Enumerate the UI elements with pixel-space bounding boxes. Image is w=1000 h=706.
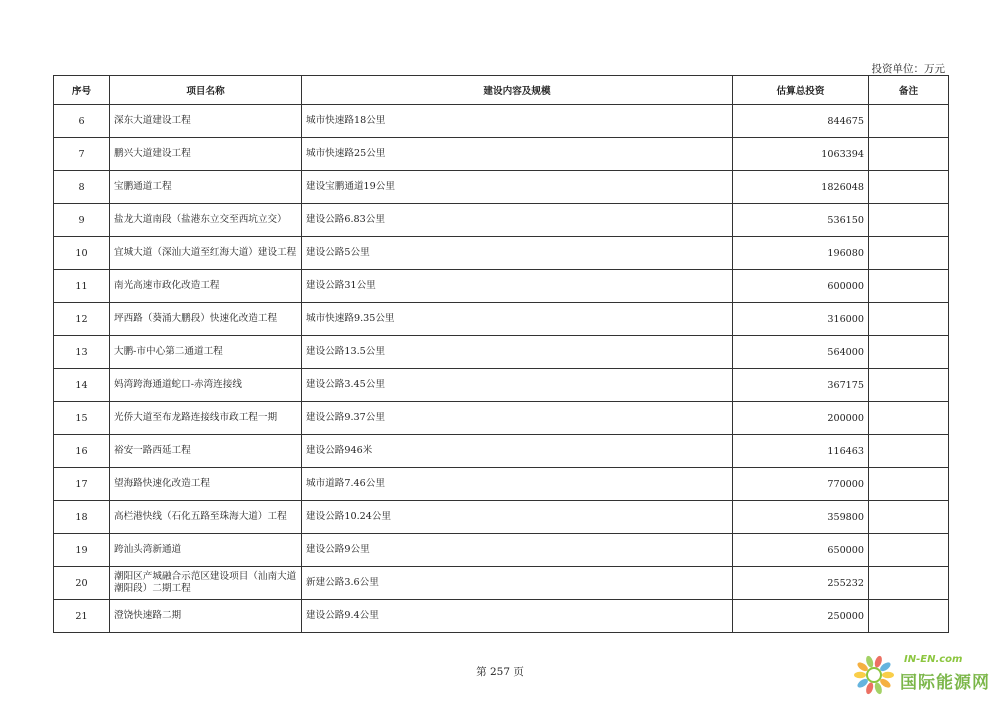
row-estimated-investment: 770000 <box>733 468 869 501</box>
row-construction-content: 建设公路5公里 <box>302 237 733 270</box>
row-serial-no: 15 <box>54 402 110 435</box>
row-remarks <box>869 138 949 171</box>
row-remarks <box>869 567 949 600</box>
row-serial-no: 21 <box>54 600 110 633</box>
row-estimated-investment: 200000 <box>733 402 869 435</box>
row-construction-content: 城市快速路9.35公里 <box>302 303 733 336</box>
table-row <box>54 534 949 567</box>
table-row <box>54 237 949 270</box>
table-row <box>54 369 949 402</box>
row-project-name: 深东大道建设工程 <box>110 105 302 138</box>
row-remarks <box>869 270 949 303</box>
row-serial-no: 19 <box>54 534 110 567</box>
row-project-name: 坪西路（葵涌大鹏段）快速化改造工程 <box>110 303 302 336</box>
row-remarks <box>869 204 949 237</box>
row-serial-no: 7 <box>54 138 110 171</box>
row-project-name: 光侨大道至布龙路连接线市政工程一期 <box>110 402 302 435</box>
table-row <box>54 303 949 336</box>
logo-ray <box>882 672 894 678</box>
row-remarks <box>869 105 949 138</box>
row-serial-no: 13 <box>54 336 110 369</box>
header-project-name: 项目名称 <box>110 76 302 105</box>
sun-logo-icon <box>850 652 898 698</box>
row-construction-content: 建设公路10.24公里 <box>302 501 733 534</box>
row-construction-content: 城市快速路18公里 <box>302 105 733 138</box>
row-construction-content: 城市快速路25公里 <box>302 138 733 171</box>
row-construction-content: 建设公路13.5公里 <box>302 336 733 369</box>
table-row <box>54 336 949 369</box>
row-construction-content: 建设公路9公里 <box>302 534 733 567</box>
row-estimated-investment: 359800 <box>733 501 869 534</box>
table-row <box>54 600 949 633</box>
row-remarks <box>869 237 949 270</box>
row-serial-no: 18 <box>54 501 110 534</box>
row-project-name: 裕安一路西延工程 <box>110 435 302 468</box>
row-serial-no: 20 <box>54 567 110 600</box>
table-row <box>54 270 949 303</box>
row-project-name: 妈湾跨海通道蛇口-赤湾连接线 <box>110 369 302 402</box>
row-construction-content: 建设宝鹏通道19公里 <box>302 171 733 204</box>
row-remarks <box>869 468 949 501</box>
row-project-name: 南光高速市政化改造工程 <box>110 270 302 303</box>
table-row <box>54 435 949 468</box>
row-construction-content: 建设公路9.37公里 <box>302 402 733 435</box>
table-row <box>54 402 949 435</box>
row-estimated-investment: 116463 <box>733 435 869 468</box>
header-remarks: 备注 <box>869 76 949 105</box>
table-row <box>54 567 949 600</box>
row-serial-no: 11 <box>54 270 110 303</box>
row-estimated-investment: 250000 <box>733 600 869 633</box>
row-estimated-investment: 600000 <box>733 270 869 303</box>
row-serial-no: 9 <box>54 204 110 237</box>
table-row <box>54 468 949 501</box>
row-remarks <box>869 402 949 435</box>
header-estimated-investment: 估算总投资 <box>733 76 869 105</box>
row-estimated-investment: 650000 <box>733 534 869 567</box>
row-serial-no: 6 <box>54 105 110 138</box>
row-remarks <box>869 501 949 534</box>
row-estimated-investment: 255232 <box>733 567 869 600</box>
row-project-name: 鹏兴大道建设工程 <box>110 138 302 171</box>
row-construction-content: 城市道路7.46公里 <box>302 468 733 501</box>
row-serial-no: 12 <box>54 303 110 336</box>
row-estimated-investment: 1826048 <box>733 171 869 204</box>
row-serial-no: 16 <box>54 435 110 468</box>
row-project-name: 宜城大道（深汕大道至红海大道）建设工程 <box>110 237 302 270</box>
row-project-name: 宝鹏通道工程 <box>110 171 302 204</box>
row-remarks <box>869 171 949 204</box>
row-estimated-investment: 367175 <box>733 369 869 402</box>
table-row <box>54 138 949 171</box>
table-header-row <box>54 76 949 105</box>
row-construction-content: 建设公路9.4公里 <box>302 600 733 633</box>
row-remarks <box>869 336 949 369</box>
table-row <box>54 105 949 138</box>
row-estimated-investment: 564000 <box>733 336 869 369</box>
row-estimated-investment: 844675 <box>733 105 869 138</box>
row-serial-no: 10 <box>54 237 110 270</box>
row-estimated-investment: 316000 <box>733 303 869 336</box>
investment-unit-label: 投资单位：万元 <box>871 63 945 75</box>
row-project-name: 盐龙大道南段（盐港东立交至西坑立交） <box>110 204 302 237</box>
row-project-name: 大鹏-市中心第二通道工程 <box>110 336 302 369</box>
row-project-name: 望海路快速化改造工程 <box>110 468 302 501</box>
row-remarks <box>869 600 949 633</box>
row-remarks <box>869 435 949 468</box>
row-serial-no: 17 <box>54 468 110 501</box>
row-construction-content: 建设公路946米 <box>302 435 733 468</box>
logo-en-text: IN-EN.com <box>904 654 963 665</box>
row-construction-content: 建设公路31公里 <box>302 270 733 303</box>
row-construction-content: 建设公路6.83公里 <box>302 204 733 237</box>
row-project-name: 跨汕头湾新通道 <box>110 534 302 567</box>
row-estimated-investment: 536150 <box>733 204 869 237</box>
row-construction-content: 新建公路3.6公里 <box>302 567 733 600</box>
row-serial-no: 14 <box>54 369 110 402</box>
table-row <box>54 204 949 237</box>
logo-cn-text: 国际能源网 <box>900 673 990 693</box>
logo-core <box>867 668 881 682</box>
row-serial-no: 8 <box>54 171 110 204</box>
watermark-logo <box>850 652 990 698</box>
table-row <box>54 501 949 534</box>
row-estimated-investment: 196080 <box>733 237 869 270</box>
header-construction-content: 建设内容及规模 <box>302 76 733 105</box>
row-construction-content: 建设公路3.45公里 <box>302 369 733 402</box>
row-remarks <box>869 534 949 567</box>
page-number: 第 257 页 <box>476 666 524 678</box>
row-estimated-investment: 1063394 <box>733 138 869 171</box>
header-serial-no: 序号 <box>54 76 110 105</box>
table-row <box>54 171 949 204</box>
row-project-name: 潮阳区产城融合示范区建设项目（汕南大道潮阳段）二期工程 <box>110 567 302 600</box>
project-table <box>53 75 949 633</box>
row-remarks <box>869 303 949 336</box>
row-project-name: 澄饶快速路二期 <box>110 600 302 633</box>
logo-ray <box>854 672 866 678</box>
row-project-name: 高栏港快线（石化五路至珠海大道）工程 <box>110 501 302 534</box>
row-remarks <box>869 369 949 402</box>
